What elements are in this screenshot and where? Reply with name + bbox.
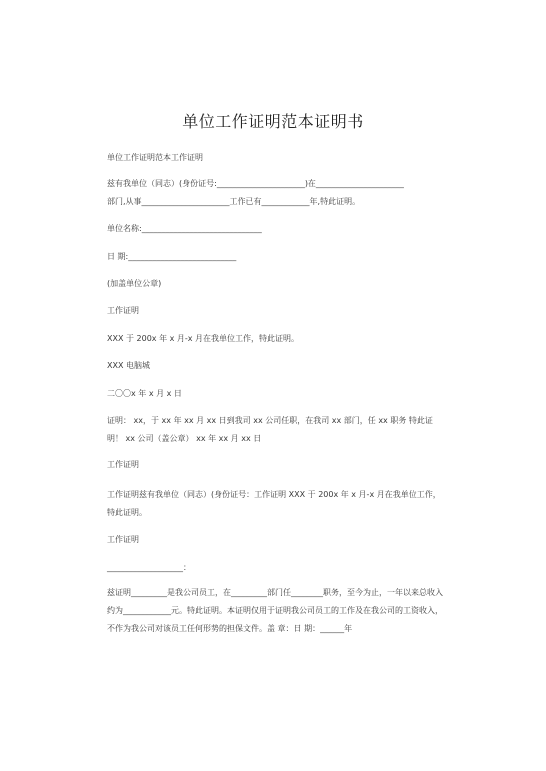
stamp-note: (加盖单位公章) <box>107 279 162 288</box>
certificate-text-3: 工作证明兹有我单位（同志）(身份证号：工作证明 XXX 于 200x 年 x 月-x 月在我单位工作，特此证明。 <box>107 490 441 517</box>
form-line-unit-name: 单位名称:______________________________ <box>107 224 262 233</box>
section-heading-2: 工作证明 <box>107 460 139 469</box>
issue-date: 二〇〇x 年 x 月 x 日 <box>107 389 182 398</box>
document-title: 单位工作证明范本证明书 <box>182 112 364 131</box>
certificate-text-4: 兹证明_________是我公司员工，在_________部门任________职务，至今为止，一年以来总收入约为____________元。特此证明。本证明仅用于证明我公司员工的工作及在我公司的工资收入，不作为我公司对该员工任何形势的担保文件。盖 章：日 期：______年 <box>107 588 443 633</box>
form-line-date: 日 期:___________________________ <box>107 252 237 261</box>
certificate-text-2: 证明： xx，于 xx 年 xx 月 xx 日到我司 xx 公司任职，在我司 xx 部门，任 xx 职务 特此证明！ xx 公司（盖公章） xx 年 xx 月 xx 日 <box>107 416 433 443</box>
section-heading-3: 工作证明 <box>107 535 139 544</box>
addressee-blank: ___________________： <box>107 563 191 572</box>
subtitle-line: 单位工作证明范本工作证明 <box>107 153 203 162</box>
issuer-name: XXX 电脑城 <box>107 361 150 370</box>
section-heading-1: 工作证明 <box>107 306 139 315</box>
form-line-department: 部门,从事______________________工作已有____________年,特此证明。 <box>107 197 361 206</box>
form-line-unit-person: 兹有我单位（同志）(身份证号:______________________)在______________________ <box>107 179 404 188</box>
certificate-text-1: XXX 于 200x 年 x 月-x 月在我单位工作，特此证明。 <box>107 334 300 343</box>
